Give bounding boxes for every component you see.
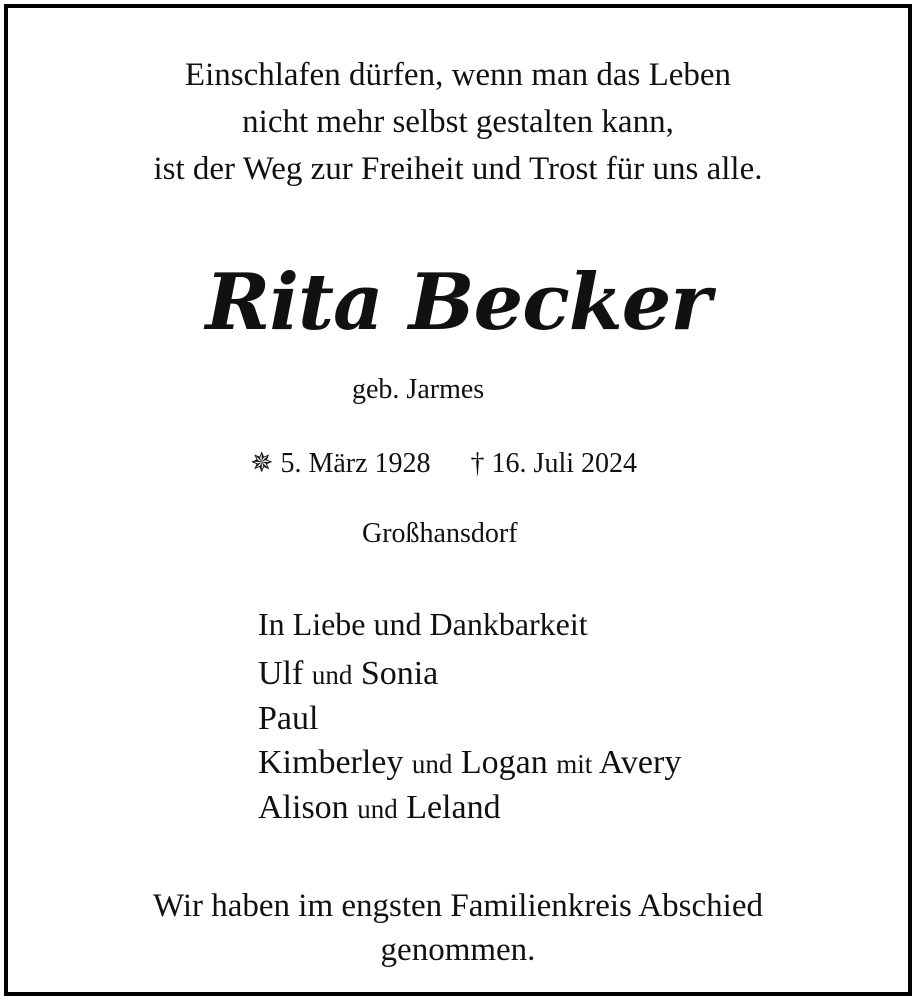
survivor-row xyxy=(258,652,681,697)
survivor-row xyxy=(258,741,681,786)
motto-line: Einschlafen dürfen, wenn man das Leben xyxy=(184,57,732,93)
survivor-name: Avery xyxy=(598,744,682,781)
motto-line: nicht mehr selbst gestalten kann, xyxy=(242,104,674,140)
survivors-list xyxy=(258,652,681,831)
survivor-name: Sonia xyxy=(360,655,439,692)
motto-verse xyxy=(8,52,908,193)
death-cross-icon: † xyxy=(470,448,485,479)
survivor-row xyxy=(258,786,681,831)
connector-word: und xyxy=(357,794,398,824)
survivor-name: Paul xyxy=(258,700,319,737)
obituary-frame xyxy=(4,4,912,996)
survivor-name: Ulf xyxy=(258,655,304,692)
place-of-residence: Großhansdorf xyxy=(362,518,518,549)
closing-line: genommen. xyxy=(380,932,536,968)
connector-word: und xyxy=(311,660,353,690)
connector-word: mit xyxy=(556,749,593,779)
life-dates xyxy=(250,444,637,484)
survivors-intro: In Liebe und Dankbarkeit xyxy=(258,606,588,642)
closing-line: Wir haben im engsten Familienkreis Abschied xyxy=(153,888,763,924)
closing-note xyxy=(8,884,908,972)
survivors-block xyxy=(258,600,681,831)
survivor-name: Alison xyxy=(258,789,349,826)
survivor-name: Kimberley xyxy=(258,744,404,781)
deceased-name: Rita Becker xyxy=(205,257,711,348)
birth-date: 5. März 1928 xyxy=(280,448,431,479)
connector-word: und xyxy=(411,749,453,779)
maiden-name: geb. Jarmes xyxy=(352,374,485,405)
death-date: 16. Juli 2024 xyxy=(491,448,638,479)
survivor-row xyxy=(258,697,681,741)
motto-line: ist der Weg zur Freiheit und Trost für uns alle. xyxy=(153,151,763,187)
survivor-name: Leland xyxy=(406,789,501,826)
survivor-name: Logan xyxy=(460,744,548,781)
birth-star-icon: ✵ xyxy=(250,448,274,479)
